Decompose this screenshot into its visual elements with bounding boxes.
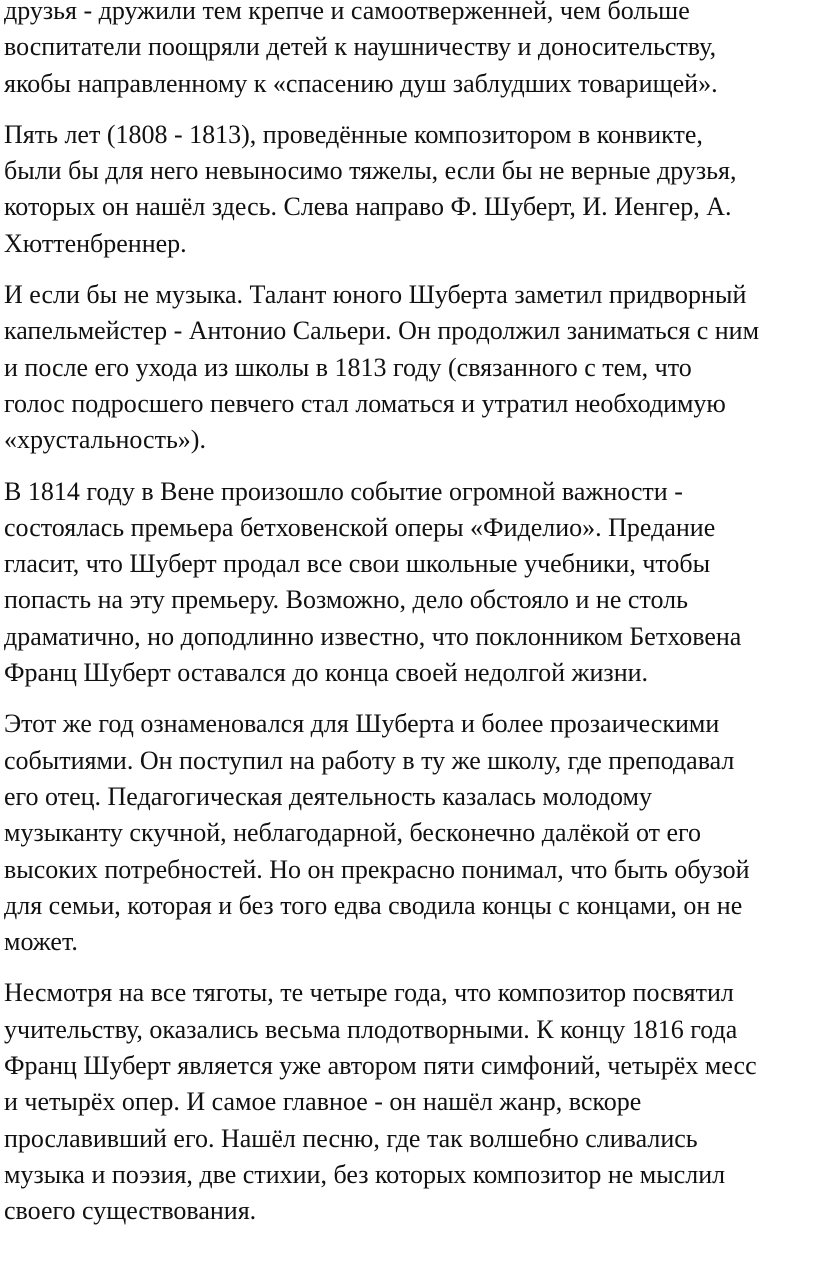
text-line: «хрустальность»). xyxy=(4,425,206,455)
text-line: В 1814 году в Вене произошло событие огромной важности - xyxy=(4,476,683,506)
text-line: Этот же год ознаменовался для Шуберта и более прозаическими xyxy=(4,709,720,739)
text-line: гласит, что Шуберт продал все свои школьные учебники, чтобы xyxy=(4,549,711,579)
text-line: для семьи, которая и без того едва сводила концы с концами, он не xyxy=(4,890,743,920)
text-line: Пять лет (1808 - 1813), проведённые композитором в конвикте, xyxy=(4,119,703,149)
text-line: воспитатели поощряли детей к наушничеству и доносительству, xyxy=(4,32,717,62)
text-line: попасть на эту премьеру. Возможно, дело обстояло и не столь xyxy=(4,585,688,615)
text-line: были бы для него невыносимо тяжелы, если бы не верные друзья, xyxy=(4,156,737,186)
text-line: и после его ухода из школы в 1813 году (связанного с тем, что xyxy=(4,352,692,382)
paragraph-teaching xyxy=(4,706,814,960)
text-line: якобы направленному к «спасению душ заблудших товарищей». xyxy=(4,68,718,98)
paragraph-productive-years xyxy=(4,975,814,1229)
text-line: состоялась премьера бетховенской оперы «Фиделио». Предание xyxy=(4,512,716,542)
text-line: И если бы не музыка. Талант юного Шуберта заметил придворный xyxy=(4,280,747,310)
text-line: которых он нашёл здесь. Слева направо Ф. Шуберт, И. Иенгер, А. xyxy=(4,192,732,222)
paragraph-friends xyxy=(4,0,814,102)
text-line: музыканту скучной, неблагодарной, бесконечно далёкой от его xyxy=(4,818,702,848)
paragraph-music-salieri xyxy=(4,277,814,458)
text-line: и четырёх опер. И самое главное - он нашёл жанр, вскоре xyxy=(4,1087,642,1117)
text-line: драматично, но доподлинно известно, что поклонником Бетховена xyxy=(4,621,742,651)
text-line: капельмейстер - Антонио Сальери. Он продолжил заниматься с ним xyxy=(4,316,760,346)
text-line: голос подросшего певчего стал ломаться и утратил необходимую xyxy=(4,388,726,418)
text-line: Франц Шуберт оставался до конца своей недолгой жизни. xyxy=(4,658,649,688)
text-line: Хюттенбреннер. xyxy=(4,228,187,258)
text-line: Франц Шуберт является уже автором пяти симфоний, четырёх месс xyxy=(4,1051,757,1081)
text-line: может. xyxy=(4,927,78,957)
paragraph-konvikt xyxy=(4,117,814,262)
text-line: прославивший его. Нашёл песню, где так волшебно сливались xyxy=(4,1123,698,1153)
text-line: учительству, оказались весьма плодотворными. К концу 1816 года xyxy=(4,1014,738,1044)
text-line: Несмотря на все тяготы, те четыре года, что композитор посвятил xyxy=(4,978,734,1008)
text-line: его отец. Педагогическая деятельность казалась молодому xyxy=(4,781,652,811)
text-line: своего существования. xyxy=(4,1196,257,1226)
text-line: музыка и поэзия, две стихии, без которых композитор не мыслил xyxy=(4,1159,726,1189)
text-line: друзья - дружили тем крепче и самоотверженней, чем больше xyxy=(4,0,690,25)
text-line: событиями. Он поступил на работу в ту же школу, где преподавал xyxy=(4,745,735,775)
text-line: высоких потребностей. Но он прекрасно понимал, что быть обузой xyxy=(4,854,750,884)
paragraph-fidelio xyxy=(4,474,814,692)
